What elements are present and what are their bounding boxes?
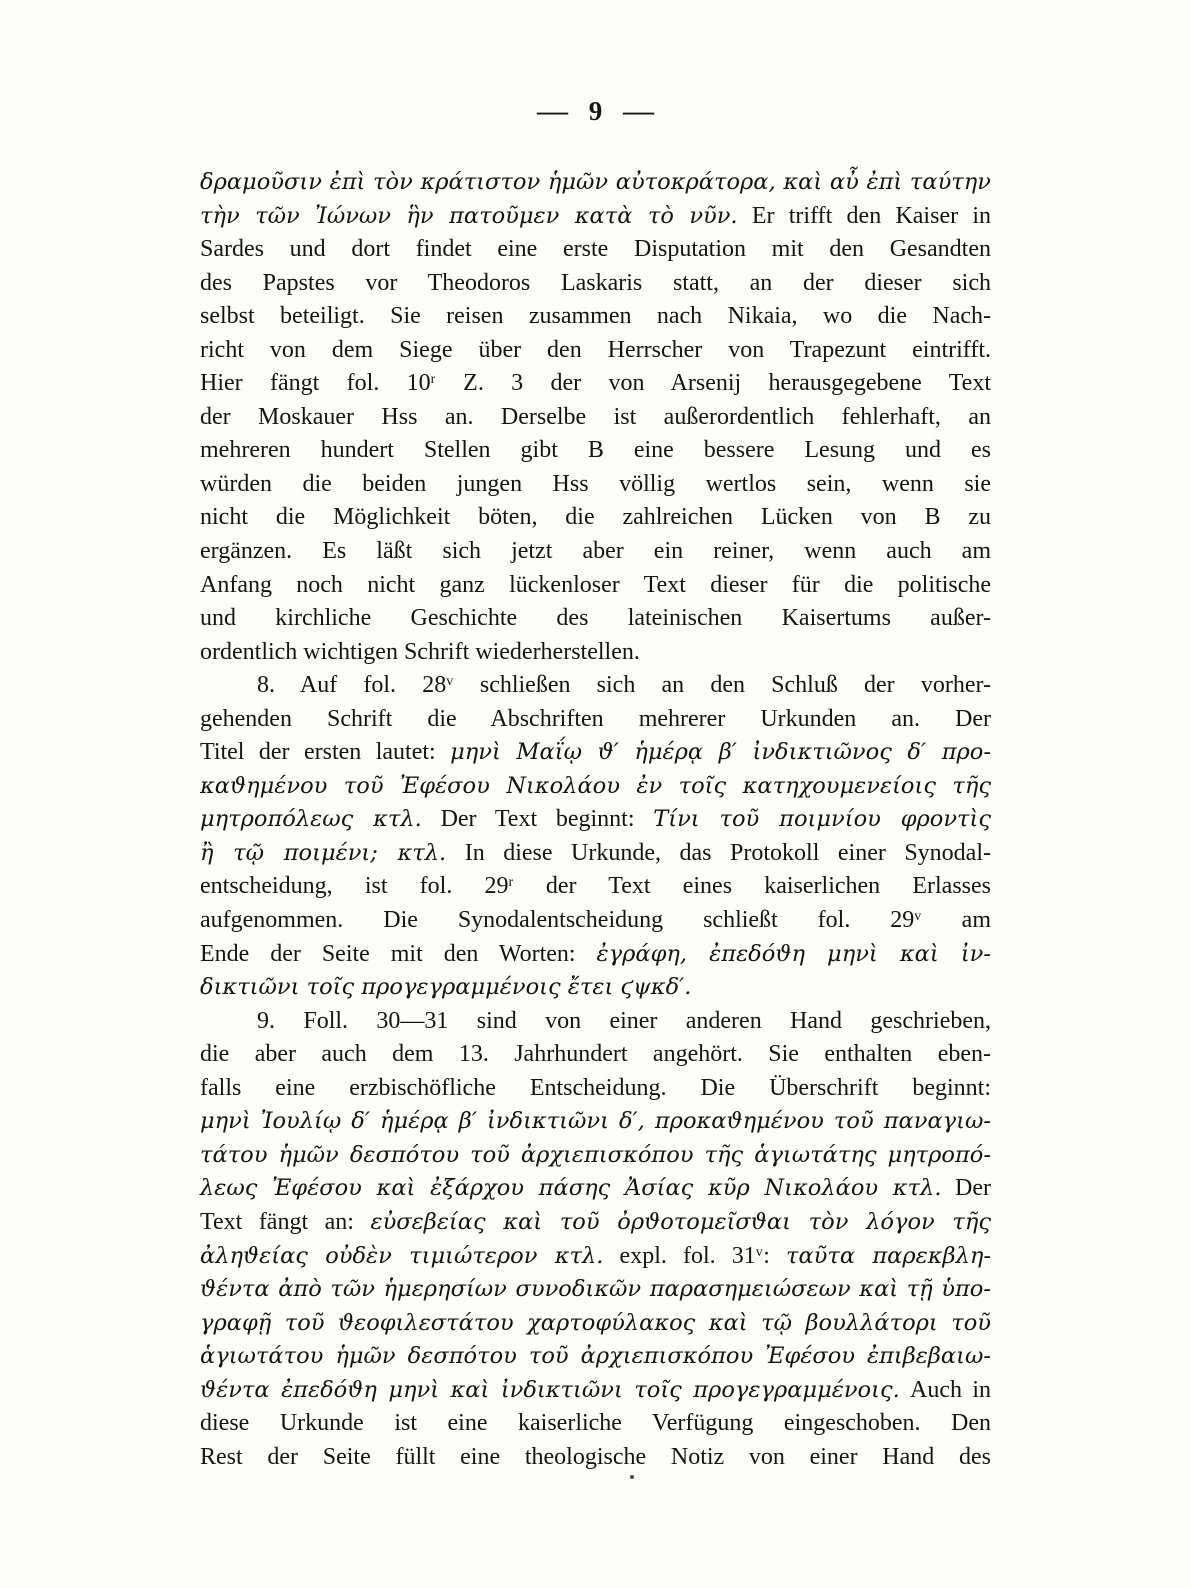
greek-text-segment: ἐγράφη, ἐπεδόϑη μηνὶ καὶ ἰν- <box>596 940 991 967</box>
text-line <box>200 1273 991 1307</box>
german-text-segment: nicht die Möglichkeit böten, die zahlreichen Lücken von B zu <box>200 504 991 531</box>
header-dash-left: — <box>536 96 568 126</box>
greek-text-segment: ἢ τῷ ποιμένι; κτλ. <box>200 839 447 866</box>
page-header <box>0 96 1191 127</box>
german-text-segment: schließen sich an den Schluß der vorher- <box>453 672 991 699</box>
superscript-folio-letter: r <box>508 875 514 891</box>
german-text-segment: falls eine erzbischöfliche Entscheidung. Die Überschrift beginnt: <box>200 1074 991 1101</box>
german-text-segment: richt von dem Siege über den Herrscher von Trapezunt eintrifft. <box>200 336 991 363</box>
text-line <box>200 870 991 904</box>
greek-text-segment: μηνὶ Μαΐῳ ϑ′ ἡμέρᾳ β′ ἰνδικτιῶνος δ′ προ- <box>450 739 991 766</box>
german-text-segment: expl. fol. 31 <box>603 1242 756 1269</box>
text-line <box>200 803 991 837</box>
greek-text-segment: τὴν τῶν Ἰώνων ἣν πατοῦμεν κατὰ τὸ νῦν. <box>200 202 738 229</box>
greek-text-segment: Τίνι τοῦ ποιμνίου φροντὶς <box>653 806 991 833</box>
greek-text-segment: ταῦτα παρεκβλη- <box>785 1242 991 1269</box>
german-text-segment: In diese Urkunde, das Protokoll einer Synodal- <box>446 839 991 866</box>
german-text-segment: der Text eines kaiserlichen Erlasses <box>513 873 992 900</box>
german-text-segment: 9. Foll. 30—31 sind von einer anderen Hand geschrieben, <box>257 1007 991 1034</box>
greek-text-segment: γραφῇ τοῦ ϑεοφιλεστάτου χαρτοφύλακος καὶ τῷ βουλλάτορι τοῦ <box>200 1309 991 1336</box>
text-line <box>200 267 991 301</box>
german-text-segment: diese Urkunde ist eine kaiserliche Verfügung eingeschoben. Den <box>200 1410 991 1437</box>
greek-text-segment: λεως Ἐφέσου καὶ ἐξάρχου πάσης Ἀσίας κῦρ Νικολάου κτλ. <box>200 1175 942 1202</box>
german-text-segment: Der Text beginnt: <box>421 806 654 833</box>
superscript-folio-letter: r <box>430 372 436 388</box>
text-line <box>200 703 991 737</box>
german-text-segment: selbst beteiligt. Sie reisen zusammen nach Nikaia, wo die Nach- <box>200 303 991 330</box>
text-block <box>200 166 991 1474</box>
ink-speck <box>630 1475 634 1479</box>
text-line <box>200 200 991 234</box>
german-text-segment: am <box>921 907 991 934</box>
text-line <box>200 300 991 334</box>
german-text-segment: entscheidung, ist fol. 29 <box>200 873 509 900</box>
german-text-segment: : <box>763 1242 786 1269</box>
text-line <box>200 1105 991 1139</box>
german-text-segment: der Moskauer Hss an. Derselbe ist außerordentlich fehlerhaft, an <box>200 403 991 430</box>
german-text-segment: Er trifft den Kaiser in <box>737 202 992 229</box>
text-line <box>200 401 991 435</box>
german-text-segment: würden die beiden jungen Hss völlig wertlos sein, wenn sie <box>200 470 991 497</box>
text-line <box>200 1407 991 1441</box>
greek-text-segment: ἀληϑείας οὐδὲν τιμιώτερον κτλ. <box>200 1242 604 1269</box>
text-line <box>200 837 991 871</box>
german-text-segment: aufgenommen. Die Synodalentscheidung schließt fol. 29 <box>200 907 915 934</box>
text-line <box>200 434 991 468</box>
text-line <box>200 501 991 535</box>
greek-text-segment: τάτου ἡμῶν δεσπότου τοῦ ἀρχιεπισκόπου τῆς ἁγιωτάτης μητροπό- <box>200 1141 991 1168</box>
text-line <box>200 233 991 267</box>
german-text-segment: Auch in <box>899 1376 991 1403</box>
text-line <box>200 736 991 770</box>
german-text-segment: ordentlich wichtigen Schrift wiederherstellen. <box>200 638 640 665</box>
greek-text-segment: μηνὶ Ἰουλίῳ δ′ ἡμέρᾳ β′ ἰνδικτιῶνι δ′, προκαϑημένου τοῦ παναγιω- <box>200 1108 991 1135</box>
german-text-segment: des Papstes vor Theodoros Laskaris statt, an der dieser sich <box>200 269 991 296</box>
text-line <box>200 468 991 502</box>
german-text-segment: Hier fängt fol. 10 <box>200 370 431 397</box>
greek-text-segment: δραμοῦσιν ἐπὶ τὸν κράτιστον ἡμῶν αὐτοκράτορα, καὶ αὖ ἐπὶ ταύτην <box>200 169 991 195</box>
superscript-folio-letter: v <box>914 909 922 925</box>
german-text-segment: Text fängt an: <box>200 1208 371 1235</box>
text-line <box>200 535 991 569</box>
text-line <box>200 1441 991 1475</box>
german-text-segment: Anfang noch nicht ganz lückenloser Text dieser für die politische <box>200 571 991 598</box>
text-line <box>200 367 991 401</box>
text-line <box>200 166 991 200</box>
text-line <box>200 1139 991 1173</box>
page-number: 9 <box>588 96 603 126</box>
header-dash-right: — <box>623 96 655 126</box>
german-text-segment: Ende der Seite mit den Worten: <box>200 940 597 967</box>
text-line <box>200 334 991 368</box>
text-line <box>200 602 991 636</box>
german-text-segment: mehreren hundert Stellen gibt B eine bessere Lesung und es <box>200 437 991 464</box>
superscript-folio-letter: v <box>755 1244 764 1260</box>
text-line <box>200 938 991 972</box>
german-text-segment: gehenden Schrift die Abschriften mehrerer Urkunden an. Der <box>200 705 991 732</box>
text-line <box>200 1240 991 1274</box>
german-text-segment: Der <box>941 1175 991 1202</box>
text-line <box>200 669 991 703</box>
german-text-segment: ergänzen. Es läßt sich jetzt aber ein reiner, wenn auch am <box>200 538 991 565</box>
german-text-segment: Z. 3 der von Arsenij herausgegebene Text <box>435 370 992 397</box>
greek-text-segment: ϑέντα ἀπὸ τῶν ἡμερησίων συνοδικῶν παρασημειώσεων καὶ τῇ ὑπο- <box>200 1276 991 1303</box>
german-text-segment: Sardes und dort findet eine erste Disputation mit den Gesandten <box>200 236 991 263</box>
text-line <box>200 1005 991 1039</box>
text-line <box>200 1072 991 1106</box>
greek-text-segment: εὐσεβείας καὶ τοῦ ὀρϑοτομεῖσϑαι τὸν λόγον τῆς <box>370 1208 992 1235</box>
text-line <box>200 770 991 804</box>
text-line <box>200 971 991 1005</box>
text-line <box>200 904 991 938</box>
greek-text-segment: ἁγιωτάτου ἡμῶν δεσπότου τοῦ ἀρχιεπισκόπου Ἐφέσου ἐπιβεβαιω- <box>200 1343 991 1370</box>
german-text-segment: Rest der Seite füllt eine theologische Notiz von einer Hand des <box>200 1443 991 1470</box>
german-text-segment: 8. Auf fol. 28 <box>257 672 447 699</box>
text-line <box>200 1307 991 1341</box>
text-line <box>200 1172 991 1206</box>
greek-text-segment: ϑέντα ἐπεδόϑη μηνὶ καὶ ἰνδικτιῶνι τοῖς προγεγραμμένοις. <box>200 1376 900 1403</box>
text-line <box>200 636 991 670</box>
text-line <box>200 569 991 603</box>
text-line <box>200 1038 991 1072</box>
greek-text-segment: δικτιῶνι τοῖς προγεγραμμένοις ἔτει ϛψκδ′. <box>200 974 692 1001</box>
superscript-folio-letter: v <box>446 674 454 690</box>
greek-text-segment: καϑημένου τοῦ Ἐφέσου Νικολάου ἐν τοῖς κατηχουμενείοις τῆς <box>200 772 991 799</box>
text-line <box>200 1206 991 1240</box>
text-line <box>200 1374 991 1408</box>
text-line <box>200 1340 991 1374</box>
german-text-segment: die aber auch dem 13. Jahrhundert angehört. Sie enthalten eben- <box>200 1041 991 1068</box>
greek-text-segment: μητροπόλεως κτλ. <box>200 806 422 833</box>
german-text-segment: und kirchliche Geschichte des lateinischen Kaisertums außer- <box>200 605 991 632</box>
german-text-segment: Titel der ersten lautet: <box>200 739 451 766</box>
